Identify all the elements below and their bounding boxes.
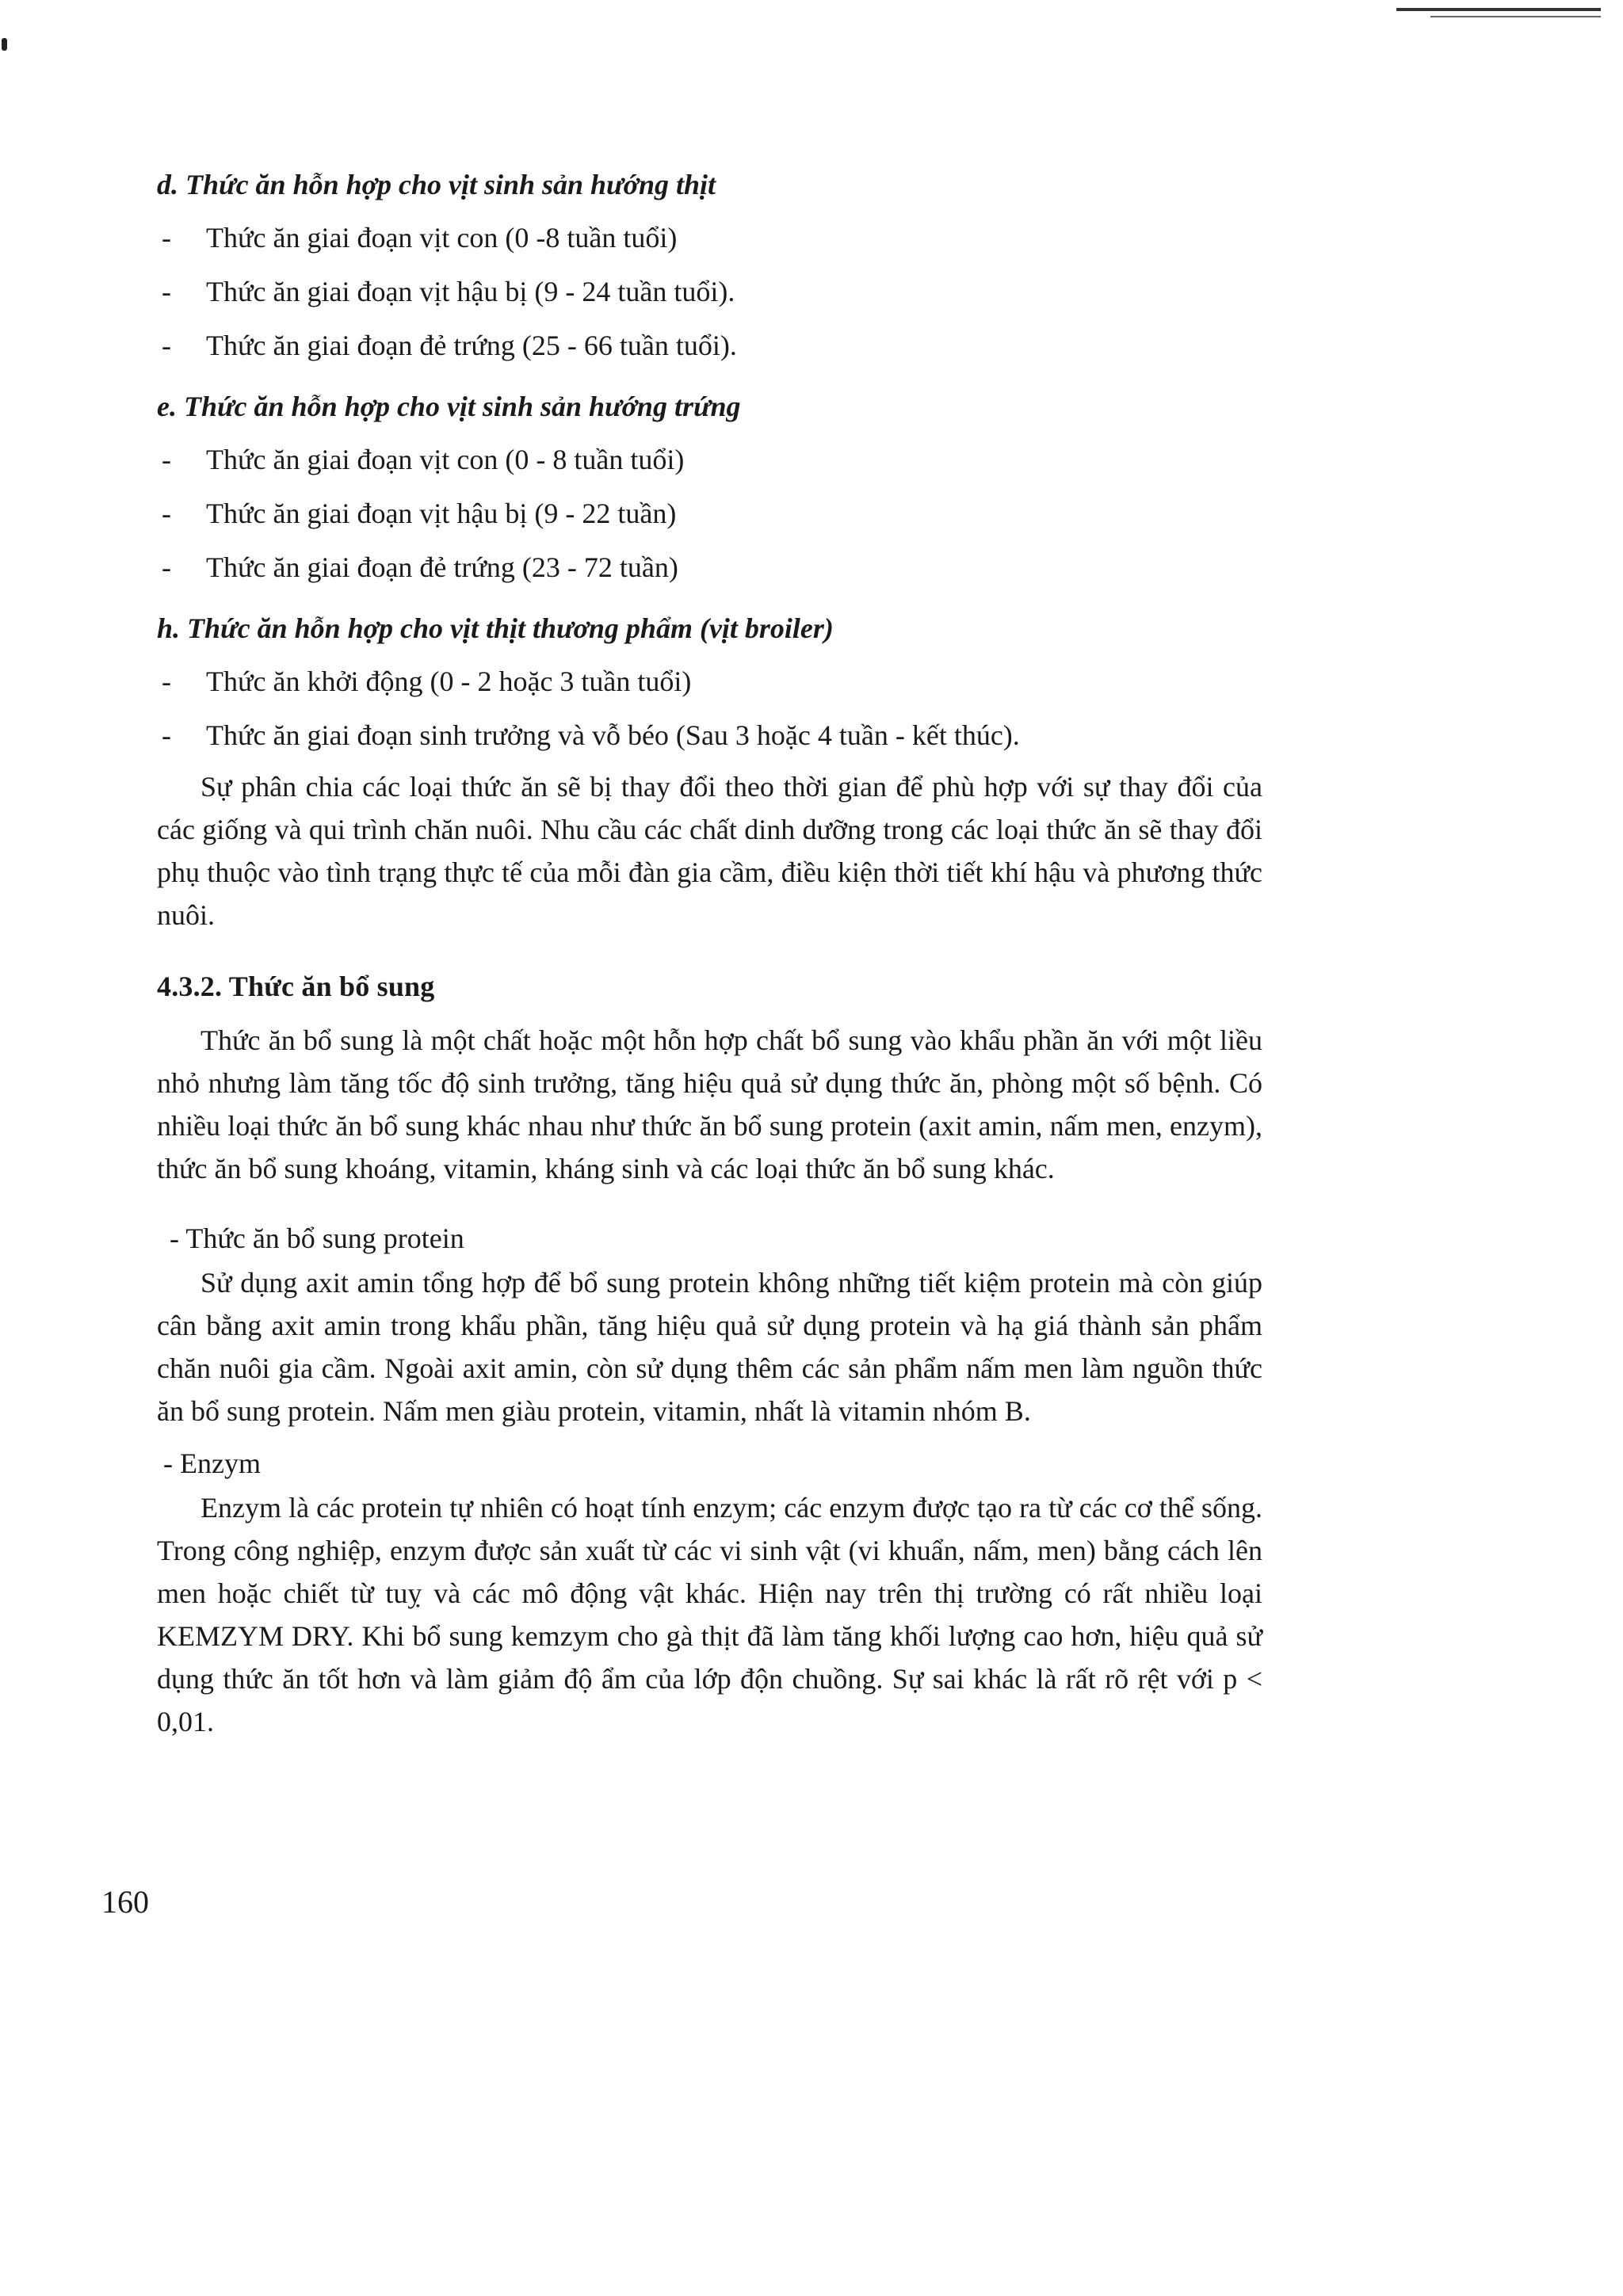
list-section-h	[157, 654, 1262, 762]
scan-corner-mark	[2, 38, 7, 51]
heading-section-e: e. Thức ăn hỗn hợp cho vịt sinh sản hướng trứng	[157, 391, 741, 422]
section-number: 4.3.2.	[157, 971, 223, 1002]
list-section-e	[157, 433, 1262, 594]
page-number: 160	[101, 1884, 149, 1920]
list-dash: -	[162, 222, 171, 254]
list-item: - Thức ăn giai đoạn vịt hậu bị (9 - 24 tuần tuổi).	[157, 265, 1262, 318]
list-item: - Thức ăn giai đoạn đẻ trứng (25 - 66 tuần tuổi).	[157, 318, 1262, 372]
list-dash: -	[162, 551, 171, 583]
list-dash: -	[162, 719, 171, 751]
scan-rule-line	[1396, 8, 1601, 11]
list-item: - Thức ăn giai đoạn vịt hậu bị (9 - 22 tuần)	[157, 486, 1262, 540]
list-item: - Thức ăn giai đoạn vịt con (0 -8 tuần tuổi)	[157, 211, 1262, 265]
list-item: - Thức ăn khởi động (0 - 2 hoặc 3 tuần tuổi)	[157, 654, 1262, 708]
list-item: - Thức ăn giai đoạn đẻ trứng (23 - 72 tuần)	[157, 540, 1262, 594]
list-item: - Thức ăn giai đoạn sinh trưởng và vỗ béo (Sau 3 hoặc 4 tuần - kết thúc).	[157, 708, 1262, 762]
list-item: - Thức ăn giai đoạn vịt con (0 - 8 tuần tuổi)	[157, 433, 1262, 486]
heading-section-d: d. Thức ăn hỗn hợp cho vịt sinh sản hướng thịt	[157, 169, 716, 200]
paragraph-enzym: Enzym là các protein tự nhiên có hoạt tính enzym; các enzym được tạo ra từ các cơ thể sống. Trong công nghiệp, enzym được sản xuất từ các vi sinh vật (vi khuẩn, nấm, men) bằng cách lên men hoặc chiết từ tuỵ và các mô động vật khác. Hiện nay trên thị trường có rất nhiều loại KEMZYM DRY. Khi bổ sung kemzym cho gà thịt đã làm tăng khối lượng cao hơn, hiệu quả sử dụng thức ăn tốt hơn và làm giảm độ ẩm của lớp độn chuồng. Sự sai khác là rất rõ rệt với p < 0,01.	[157, 1492, 1262, 1737]
list-section-d	[157, 211, 1262, 372]
list-dash: -	[162, 276, 171, 307]
subheading-protein: - Thức ăn bổ sung protein	[170, 1222, 464, 1254]
page-content	[157, 158, 1262, 1743]
scan-rule-line-thin	[1430, 16, 1601, 17]
paragraph-supplement-definition: Thức ăn bổ sung là một chất hoặc một hỗn hợp chất bổ sung vào khẩu phần ăn với một liều nhỏ nhưng làm tăng tốc độ sinh trưởng, tăng hiệu quả sử dụng thức ăn, phòng một số bệnh. Có nhiều loại thức ăn bổ sung khác nhau như thức ăn bổ sung protein (axit amin, nấm men, enzym), thức ăn bổ sung khoáng, vitamin, kháng sinh và các loại thức ăn bổ sung khác.	[157, 1024, 1262, 1184]
subheading-enzym: - Enzym	[163, 1447, 261, 1479]
list-dash: -	[162, 666, 171, 697]
paragraph-classification: Sự phân chia các loại thức ăn sẽ bị thay đổi theo thời gian để phù hợp với sự thay đổi của các giống và qui trình chăn nuôi. Nhu cầu các chất dinh dưỡng trong các loại thức ăn sẽ thay đổi phụ thuộc vào tình trạng thực tế của mỗi đàn gia cầm, điều kiện thời tiết khí hậu và phương thức nuôi.	[157, 771, 1262, 931]
list-dash: -	[162, 444, 171, 475]
heading-section-h: h. Thức ăn hỗn hợp cho vịt thịt thương phẩm (vịt broiler)	[157, 612, 834, 644]
list-dash: -	[162, 330, 171, 361]
section-title-text: Thức ăn bổ sung	[228, 971, 435, 1002]
paragraph-protein: Sử dụng axit amin tổng hợp để bổ sung protein không những tiết kiệm protein mà còn giúp cân bằng axit amin trong khẩu phần, tăng hiệu quả sử dụng protein và hạ giá thành sản phẩm chăn nuôi gia cầm. Ngoài axit amin, còn sử dụng thêm các sản phẩm nấm men làm nguồn thức ăn bổ sung protein. Nấm men giàu protein, vitamin, nhất là vitamin nhóm B.	[157, 1267, 1262, 1427]
list-dash: -	[162, 498, 171, 529]
section-title-4-3-2	[157, 965, 1262, 1008]
